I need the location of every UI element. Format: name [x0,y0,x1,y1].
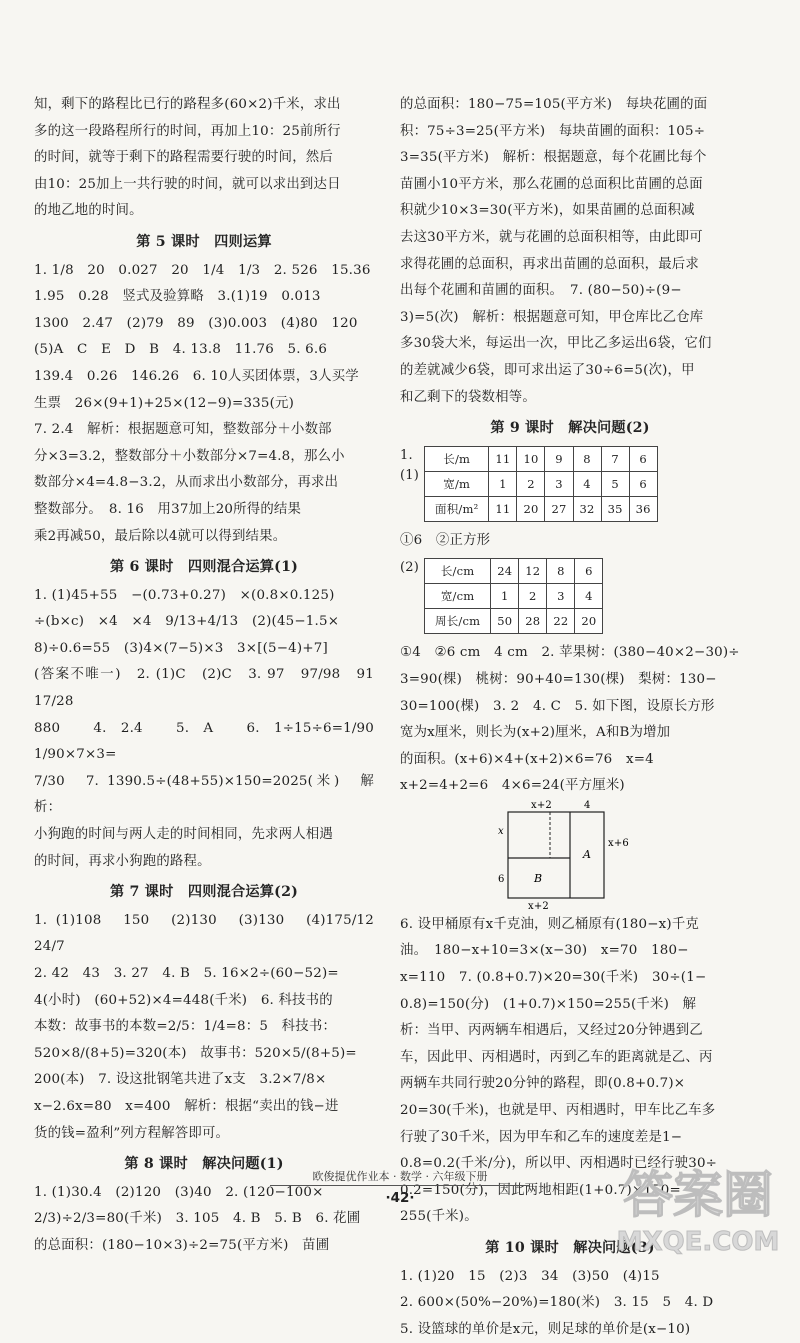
text-line: 7. 2.4 解析：根据题意可知，整数部分＋小数部 [34,422,332,438]
table-cell: 50 [491,609,519,634]
text-line: ①4 ②6 cm 4 cm 2. 苹果树：(380−40×2−30)÷ [400,645,740,661]
table-cell: 36 [629,496,657,521]
table-cell: 11 [489,446,517,471]
table-cell: 2 [517,471,545,496]
table1-wrap [400,446,740,522]
text-line: 去这30平方米，就与花圃的总面积相等，由此即可 [400,229,703,245]
watermark-cn: 答案圈 [623,1166,773,1224]
text-line: 的面积。(x+6)×4+(x+2)×6=76 x=4 [400,751,654,767]
text-line: x=110 7. (0.8+0.7)×20=30(千米) 30÷(1− [400,970,707,986]
lesson9-content-a [400,640,740,800]
table-cell: 7 [601,446,629,471]
table-row-header: 长/m [425,446,489,471]
rectangle-figure [400,800,740,910]
table-row [425,559,603,584]
table-cell: 3 [545,471,573,496]
text-line: 200(本) 7. 设这批钢笔共进了x支 3.2×7/8× [34,1072,327,1088]
text-line: 255(千米)。 [400,1209,478,1225]
table-cell: 20 [517,496,545,521]
lesson6-content [34,583,388,876]
text-line: 3)=5(次) 解析：根据题意可知，甲仓库比乙仓库 [400,309,704,325]
table-cell: 6 [629,471,657,496]
text-line: 7/30 7. 1390.5÷(48+55)×150=2025(米) 解析： [34,773,374,816]
lesson5-content [34,258,374,551]
text-line: 1. (1)20 15 (2)3 34 (3)50 (4)15 [400,1268,660,1284]
text-line: 139.4 0.26 146.26 6. 10人买团体票，3人买学 [34,368,359,384]
table-cell: 6 [575,559,603,584]
text-line: 2. 42 43 3. 27 4. B 5. 16×2÷(60−52)= [34,966,339,981]
text-line: 520×8/(8+5)=320(本) 故事书：520×5/(8+5)= [34,1045,357,1061]
text-line: 积就少10×3=30(平方米)，如果苗圃的总面积减 [400,203,695,219]
text-line: 30=100(棵) 3. 2 4. C 5. 如下图，设原长方形 [400,698,715,714]
text-line: 多的这一段路程所行的时间，再加上10：25前所行 [34,123,341,139]
text-line: 乘2再减50，最后除以4就可以得到结果。 [34,528,287,544]
text-line: 的总面积：180−75=105(平方米) 每块花圃的面 [400,97,708,112]
text-line: 4(小时) (60+52)×4=448(千米) 6. 科技书的 [34,992,333,1008]
table-cell: 6 [629,446,657,471]
table-row [425,609,603,634]
table-cell: 1 [489,471,517,496]
text-line: 1. (1)45+55 −(0.73+0.27) ×(0.8×0.125) [34,587,335,603]
text-line: 1. (1)108 150 (2)130 (3)130 (4)175/12 24/7 [34,912,388,955]
page-number: ·42· [385,1190,415,1206]
text-line: 行驶了30千米，因为甲车和乙车的速度差是1− [400,1129,683,1145]
rectangle-diagram [400,800,740,910]
region-a-label: A [583,847,592,861]
text-line: (5)A C E D B 4. 13.8 11.76 5. 6.6 [34,342,328,358]
table-row [425,584,603,609]
table-row-header: 宽/cm [425,584,491,609]
table-cell: 1 [491,584,519,609]
text-line: 1. (1)30.4 (2)120 (3)40 2. (120−100× [34,1184,324,1200]
text-line: 5. 设篮球的单价是x元，则足球的单价是(x−10) [400,1321,691,1337]
lesson7-content [34,908,388,1147]
text-line: 0.8=0.2(千米/分)，所以甲、丙相遇时已经行驶30÷ [400,1156,718,1172]
text-line: 880 4. 2.4 5. A 6. 1÷15÷6=1/90 1/90×7×3= [34,720,388,763]
label-bottom: x+2 [528,900,549,910]
lesson9-heading: 第 9 课时 解决问题(2) [490,420,650,437]
table-cell: 10 [517,446,545,471]
footer-rule [270,1185,530,1186]
text-line: (答案不唯一) 2. (1)C (2)C 3. 97 97/98 91 17/28 [34,667,388,710]
table-cell: 28 [519,609,547,634]
label-left: x [498,825,504,837]
table-cell: 12 [519,559,547,584]
text-line: x−2.6x=80 x=400 解析：根据“卖出的钱−进 [34,1098,339,1114]
text-line: 20=30(千米)，也就是甲、丙相遇时，甲车比乙车多 [400,1103,716,1119]
label-right: x+6 [608,837,629,849]
text-line: 2/3)÷2/3=80(千米) 3. 105 4. B 5. B 6. 花圃 [34,1211,361,1227]
text-line: 小狗跑的时间与两人走的时间相同，先求两人相遇 [34,827,333,843]
text-line: 和乙剩下的袋数相等。 [400,389,536,405]
label-top-left: x+2 [531,799,552,811]
left-intro [34,92,374,225]
table-cell: 24 [491,559,519,584]
text-line: 1300 2.47 (2)79 89 (3)0.003 (4)80 120 [34,315,358,331]
text-line: 析：当甲、丙两辆车相遇后，又经过20分钟遇到乙 [400,1023,703,1039]
table1-label: 1. (1) [400,447,420,483]
table-row-header: 长/cm [425,559,491,584]
text-line: 8)÷0.6=55 (3)4×(7−5)×3 3×[(5−4)+7] [34,640,328,656]
lesson5-heading: 第 5 课时 四则运算 [136,233,272,250]
left-column [34,92,388,1260]
text-line: 油。 180−x+10=3×(x−30) x=70 180− [400,943,689,959]
area-table [424,446,658,522]
table-cell: 8 [547,559,575,584]
table-cell: 35 [601,496,629,521]
text-line: 整数部分。 8. 16 用37加上20所得的结果 [34,501,302,517]
lesson8-heading: 第 8 课时 解决问题(1) [124,1156,284,1173]
table-cell: 27 [545,496,573,521]
text-line: 6. 设甲桶原有x千克油，则乙桶原有(180−x)千克 [400,916,700,932]
table-row [425,471,658,496]
text-line: 生票 26×(9+1)+25×(12−9)=335(元) [34,395,295,411]
table-row [425,496,658,521]
table1-answer: ①6 ②正方形 [400,532,491,548]
table-cell: 8 [573,446,601,471]
text-line: 苗圃小10平方米，那么花圃的总面积比苗圃的总面 [400,176,703,192]
table-cell: 4 [573,471,601,496]
watermark-en: MXQE.COM [616,1227,780,1257]
text-line: 宽为x厘米，则长为(x+2)厘米，A和B为增加 [400,725,671,741]
table-cell: 4 [575,584,603,609]
lesson7-heading: 第 7 课时 四则混合运算(2) [109,884,299,901]
table2-label: (2) [400,560,420,576]
table-row-header: 宽/m [425,471,489,496]
text-line: 0.8)=150(分) (1+0.7)×150=255(千米) 解 [400,996,697,1012]
lesson6-heading: 第 6 课时 四则混合运算(1) [109,559,299,576]
label-bottom-left: 6 [498,873,505,885]
text-line: 的时间，再求小狗跑的路程。 [34,853,211,869]
text-line: 分×3=3.2，整数部分＋小数部分×7=4.8，那么小 [34,448,345,464]
table-cell: 2 [519,584,547,609]
table-cell: 20 [575,609,603,634]
lesson10-heading: 第 10 课时 解决问题(3) [485,1240,655,1256]
text-line: 2. 600×(50%−20%)=180(米) 3. 15 5 4. D [400,1295,714,1311]
region-b-label: B [534,871,543,885]
text-line: 的时间，就等于剩下的路程需要行驶的时间，然后 [34,150,333,166]
text-line: 本数：故事书的本数=2/5：1/4=8：5 科技书： [34,1019,337,1035]
text-line: 两辆车共同行驶20分钟的路程，即(0.8+0.7)× [400,1076,686,1092]
table-cell: 3 [547,584,575,609]
text-line: 的差就减少6袋，即可求出运了30÷6=5(次)，甲 [400,362,695,378]
table-row-header: 面积/m² [425,496,489,521]
table-cell: 22 [547,609,575,634]
text-line: x+2=4+2=6 4×6=24(平方厘米) [400,778,625,794]
text-line: 积：75÷3=25(平方米) 每块苗圃的面积：105÷ [400,123,706,139]
text-line: 出每个花圃和苗圃的面积。 7. (80−50)÷(9− [400,283,682,299]
text-line: 多30袋大米，每运出一次，甲比乙多运出6袋，它们 [400,336,712,352]
text-line: 知，剩下的路程比已行的路程多(60×2)千米，求出 [34,97,341,112]
table-row [425,446,658,471]
text-line: 求得花圃的总面积，再求出苗圃的总面积，最后求 [400,256,699,272]
text-line: ÷(b×c) ×4 ×4 9/13+4/13 (2)(45−1.5× [34,614,340,630]
text-line: 3=90(棵) 桃树：90+40=130(棵) 梨树：130− [400,671,717,687]
watermark-logo [608,1150,788,1260]
lesson10-content [400,1264,740,1343]
text-line: 数部分×4=4.8−3.2，从而求出小数部分，再求出 [34,475,339,491]
text-line: 1. 1/8 20 0.027 20 1/4 1/3 2. 526 15.36 [34,262,371,278]
text-line: 的总面积：(180−10×3)÷2=75(平方米) 苗圃 [34,1237,330,1253]
text-line: 货的钱=盈利”列方程解答即可。 [34,1125,230,1141]
right-intro [400,92,740,411]
label-top-right: 4 [584,799,591,811]
table-cell: 5 [601,471,629,496]
text-line: 3=35(平方米) 解析：根据题意，每个花圃比每个 [400,150,707,166]
table2-wrap [400,558,740,634]
text-line: 的地乙地的时间。 [34,203,143,219]
perimeter-table [424,558,603,634]
text-line: 1.95 0.28 竖式及验算略 3.(1)19 0.013 [34,289,321,305]
table-cell: 11 [489,496,517,521]
book-title: 欧俊提优作业本 · 数学 · 六年级下册 [312,1170,488,1183]
table-cell: 32 [573,496,601,521]
text-line: 由10：25加上一共行驶的时间，就可以求出到达日 [34,176,341,192]
text-line: 车，因此甲、丙相遇时，丙到乙车的距离就是乙、丙 [400,1049,713,1065]
text-line: 0.2=150(分)，因此两地相距(1+0.7)×150= [400,1182,681,1198]
table-row-header: 周长/cm [425,609,491,634]
table-cell: 9 [545,446,573,471]
